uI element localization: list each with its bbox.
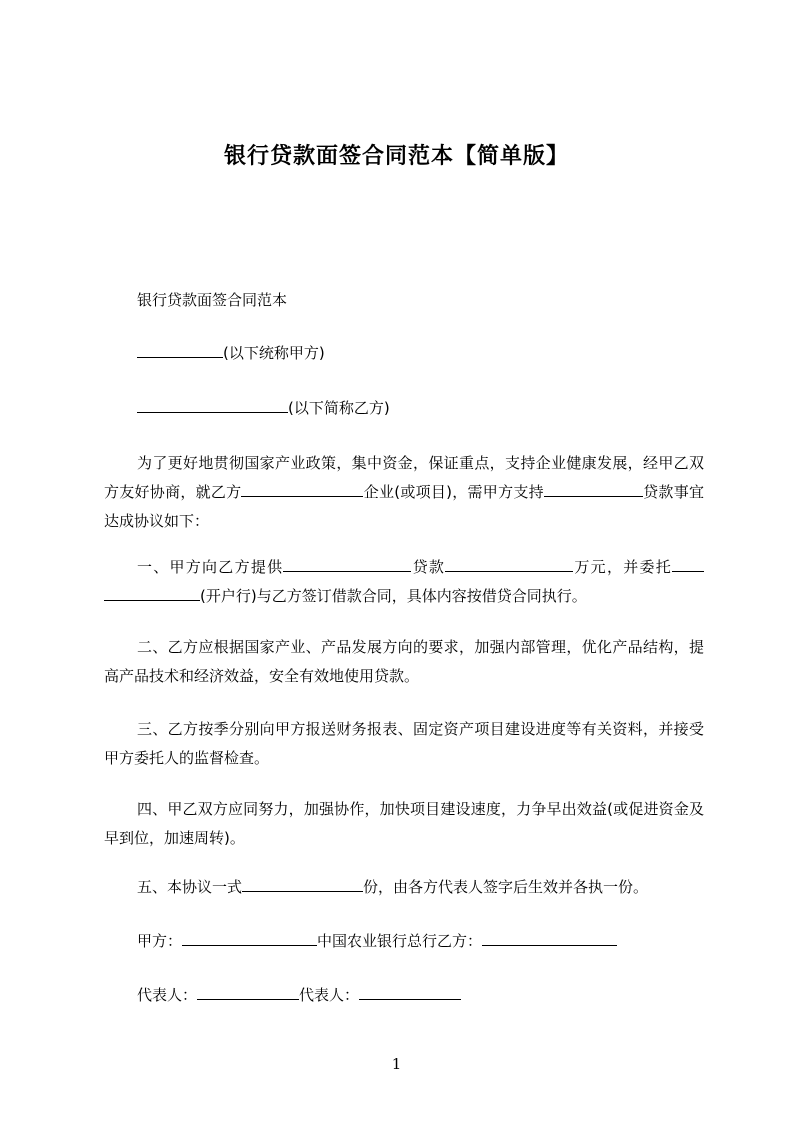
party-a-text: (以下统称甲方) (223, 344, 325, 362)
blank-sign-a[interactable] (182, 930, 317, 946)
clause-5 (137, 876, 648, 898)
sign-a-label: 甲方： (137, 932, 183, 950)
blank-support-cont[interactable] (635, 481, 643, 497)
blank-sign-b[interactable] (482, 930, 617, 946)
party-b-line (137, 397, 390, 419)
clause5-text-a: 五、本协议一式 (137, 878, 243, 896)
intro-paragraph (104, 449, 704, 536)
blank-project[interactable] (241, 481, 363, 497)
party-b-text: (以下简称乙方) (288, 399, 390, 417)
blank-loan-amount[interactable] (445, 556, 573, 572)
clause1-text-b: 贷款 (411, 558, 446, 576)
document-title: 银行贷款面签合同范本【简单版】 (223, 144, 569, 169)
blank-support[interactable] (544, 481, 635, 497)
clause-4: 四、甲乙双方应同努力，加强协作，加快项目建设速度，力争早出效益(或促进资金及早到位，加速周转)。 (104, 800, 704, 847)
blank-rep-2[interactable] (359, 984, 461, 1000)
blank-bank-a[interactable] (672, 556, 704, 572)
clause5-text-b: 份，由各方代表人签字后生效并各执一份。 (363, 878, 649, 896)
clause-3: 三、乙方按季分别向甲方报送财务报表、固定资产项目建设进度等有关资料，并接受甲方委托人的监督检查。 (104, 720, 704, 767)
clause-2: 二、乙方应根据国家产业、产品发展方向的要求，加强内部管理，优化产品结构，提高产品技术和经济效益，安全有效地使用贷款。 (104, 638, 704, 685)
rep-label-2: 代表人： (299, 986, 360, 1004)
clause1-text-d: (开户行)与乙方签订借款合同，具体内容按借贷合同执行。 (200, 587, 587, 605)
clause1-text-a: 一、甲方向乙方提供 (137, 558, 284, 576)
signature-line (137, 930, 617, 952)
subtitle: 银行贷款面签合同范本 (137, 291, 288, 309)
blank-copies[interactable] (242, 876, 363, 892)
party-a-line (137, 342, 325, 364)
representative-line (137, 984, 461, 1006)
sign-bank-label: 中国农业银行总行乙方： (317, 932, 483, 950)
intro-text-2: 企业(或项目)，需甲方支持 (363, 483, 544, 501)
blank-loan-type[interactable] (283, 556, 411, 572)
blank-bank-b[interactable] (104, 585, 200, 601)
rep-label-1: 代表人： (137, 986, 198, 1004)
intro-text-1: 为了更好地贯彻国家产业政策，集中资金，保证重点，支持企业健康发展，经甲乙双方友好协商，就乙方 (104, 454, 704, 501)
clause-1 (104, 553, 704, 611)
page-number: 1 (391, 1055, 402, 1073)
intro-text-3: 贷款事宜达成协议如下： (104, 483, 704, 530)
clause1-text-c: 万元，并委托 (573, 558, 672, 576)
blank-rep-1[interactable] (197, 984, 299, 1000)
blank-party-b[interactable] (137, 397, 288, 413)
blank-party-a[interactable] (137, 342, 223, 358)
